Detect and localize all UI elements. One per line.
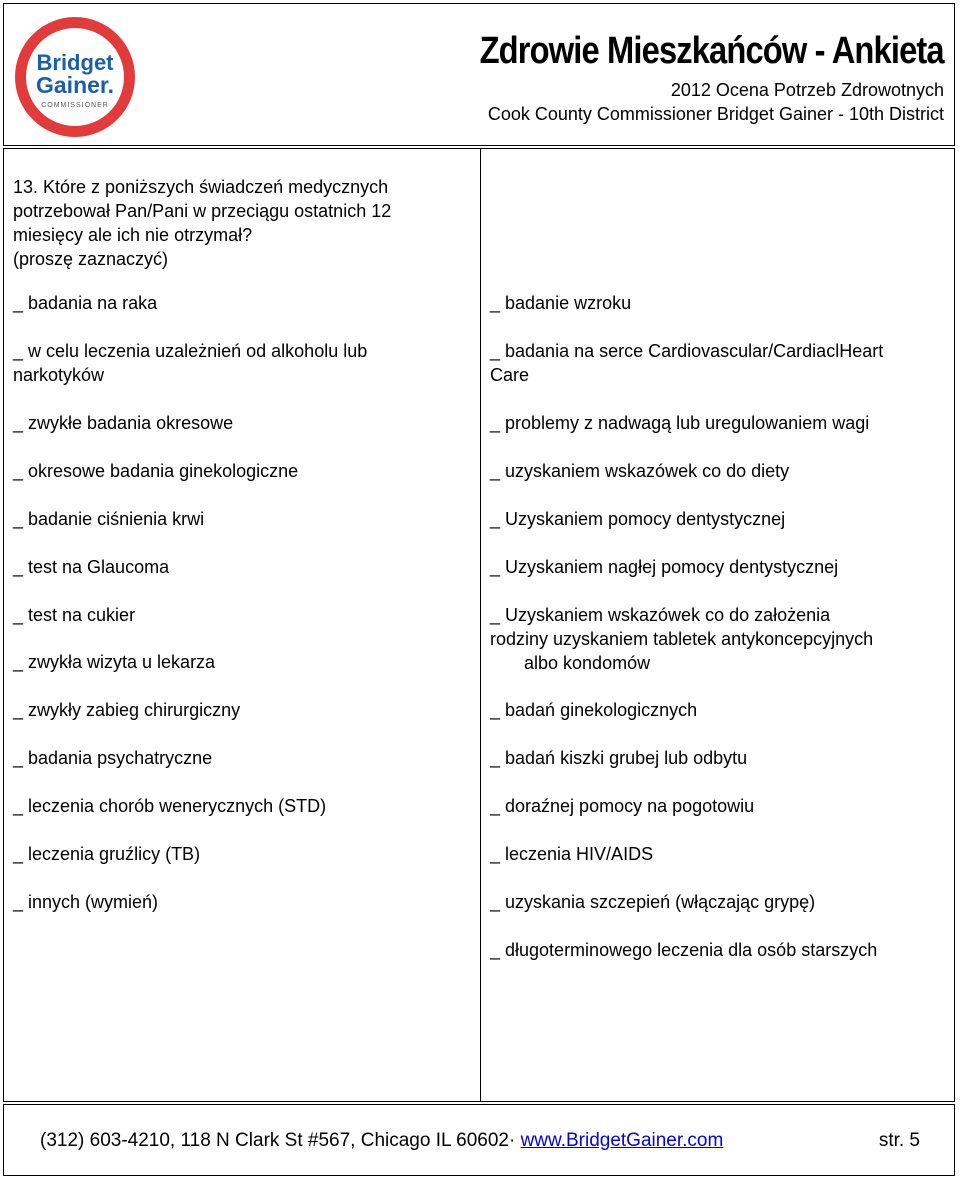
option-doctor-visit[interactable]: _ zwykła wizyta u lekarza bbox=[13, 652, 216, 672]
option-hiv-treatment[interactable]: _ leczenia HIV/AIDS bbox=[490, 844, 654, 864]
logo-text-line3: COMMISSIONER bbox=[41, 102, 109, 109]
option-eye-exam[interactable]: _ badanie wzroku bbox=[490, 293, 632, 313]
header bbox=[3, 3, 955, 146]
option-colon-exam[interactable]: _ badań kiszki grubej lub odbytu bbox=[490, 748, 748, 768]
bridget-gainer-logo bbox=[13, 15, 137, 139]
question-line: (proszę zaznaczyć) bbox=[13, 249, 169, 269]
option-addiction-treatment[interactable]: _ w celu leczenia uzależnień od alkoholu lub bbox=[13, 341, 368, 361]
option-psychiatric[interactable]: _ badania psychatryczne bbox=[13, 748, 213, 768]
option-family-planning-cont: rodziny uzyskaniem tabletek antykoncepcyjnych bbox=[490, 629, 874, 649]
option-other[interactable]: _ innych (wymień) bbox=[13, 892, 159, 912]
question-line: potrzebował Pan/Pani w przeciągu ostatnich 12 bbox=[13, 201, 392, 221]
question-13 bbox=[13, 175, 463, 271]
option-emergency-room[interactable]: _ doraźnej pomocy na pogotowiu bbox=[490, 796, 755, 816]
option-dental-help[interactable]: _ Uzyskaniem pomocy dentystycznej bbox=[490, 509, 786, 529]
website-link[interactable]: www.BridgetGainer.com bbox=[520, 1130, 724, 1151]
option-cancer-screening[interactable]: _ badania na raka bbox=[13, 293, 158, 313]
subtitle-assessment: 2012 Ocena Potrzeb Zdrowotnych bbox=[670, 80, 944, 100]
column-divider bbox=[480, 149, 481, 1101]
option-family-planning-cont2: albo kondomów bbox=[524, 653, 651, 673]
option-heart-care-cont: Care bbox=[490, 365, 530, 385]
option-tb-treatment[interactable]: _ leczenia gruźlicy (TB) bbox=[13, 844, 201, 864]
subtitle-district: Cook County Commissioner Bridget Gainer - 10th District bbox=[487, 104, 944, 124]
footer-contact bbox=[40, 1130, 723, 1152]
option-emergency-dental[interactable]: _ Uzyskaniem nagłej pomocy dentystycznej bbox=[490, 557, 839, 577]
option-gynecological-tests[interactable]: _ badań ginekologicznych bbox=[490, 700, 698, 720]
question-table bbox=[3, 148, 955, 1102]
option-weight-problems[interactable]: _ problemy z nadwagą lub uregulowaniem wagi bbox=[490, 413, 870, 433]
option-glaucoma-test[interactable]: _ test na Glaucoma bbox=[13, 557, 170, 577]
option-heart-care[interactable]: _ badania na serce Cardiovascular/CardiaclHeart bbox=[490, 341, 884, 361]
question-line: 13. Które z poniższych świadczeń medycznych bbox=[13, 177, 389, 197]
logo-text-line1: Bridget bbox=[36, 50, 114, 75]
option-family-planning[interactable]: _ Uzyskaniem wskazówek co do założenia bbox=[490, 605, 831, 625]
footer bbox=[3, 1104, 955, 1176]
question-line: miesięcy ale ich nie otrzymał? bbox=[13, 225, 253, 245]
contact-info: (312) 603-4210, 118 N Clark St #567, Chicago IL 60602· bbox=[40, 1130, 516, 1151]
option-std-treatment[interactable]: _ leczenia chorób wenerycznych (STD) bbox=[13, 796, 327, 816]
option-surgery[interactable]: _ zwykły zabieg chirurgiczny bbox=[13, 700, 241, 720]
page-number: str. 5 bbox=[878, 1130, 920, 1151]
option-blood-pressure[interactable]: _ badanie ciśnienia krwi bbox=[13, 509, 205, 529]
option-addiction-treatment-cont: narkotyków bbox=[13, 365, 105, 385]
option-vaccinations[interactable]: _ uzyskania szczepień (włączając grypę) bbox=[490, 892, 816, 912]
option-gynecological-exam[interactable]: _ okresowe badania ginekologiczne bbox=[13, 461, 299, 481]
logo-text-line2: Gainer. bbox=[36, 72, 114, 98]
option-routine-checkup[interactable]: _ zwykłe badania okresowe bbox=[13, 413, 234, 433]
option-elderly-care[interactable]: _ długoterminowego leczenia dla osób starszych bbox=[490, 940, 878, 960]
page-title: Zdrowie Mieszkańców - Ankieta bbox=[479, 30, 944, 72]
option-diet-advice[interactable]: _ uzyskaniem wskazówek co do diety bbox=[490, 461, 790, 481]
option-sugar-test[interactable]: _ test na cukier bbox=[13, 605, 136, 625]
